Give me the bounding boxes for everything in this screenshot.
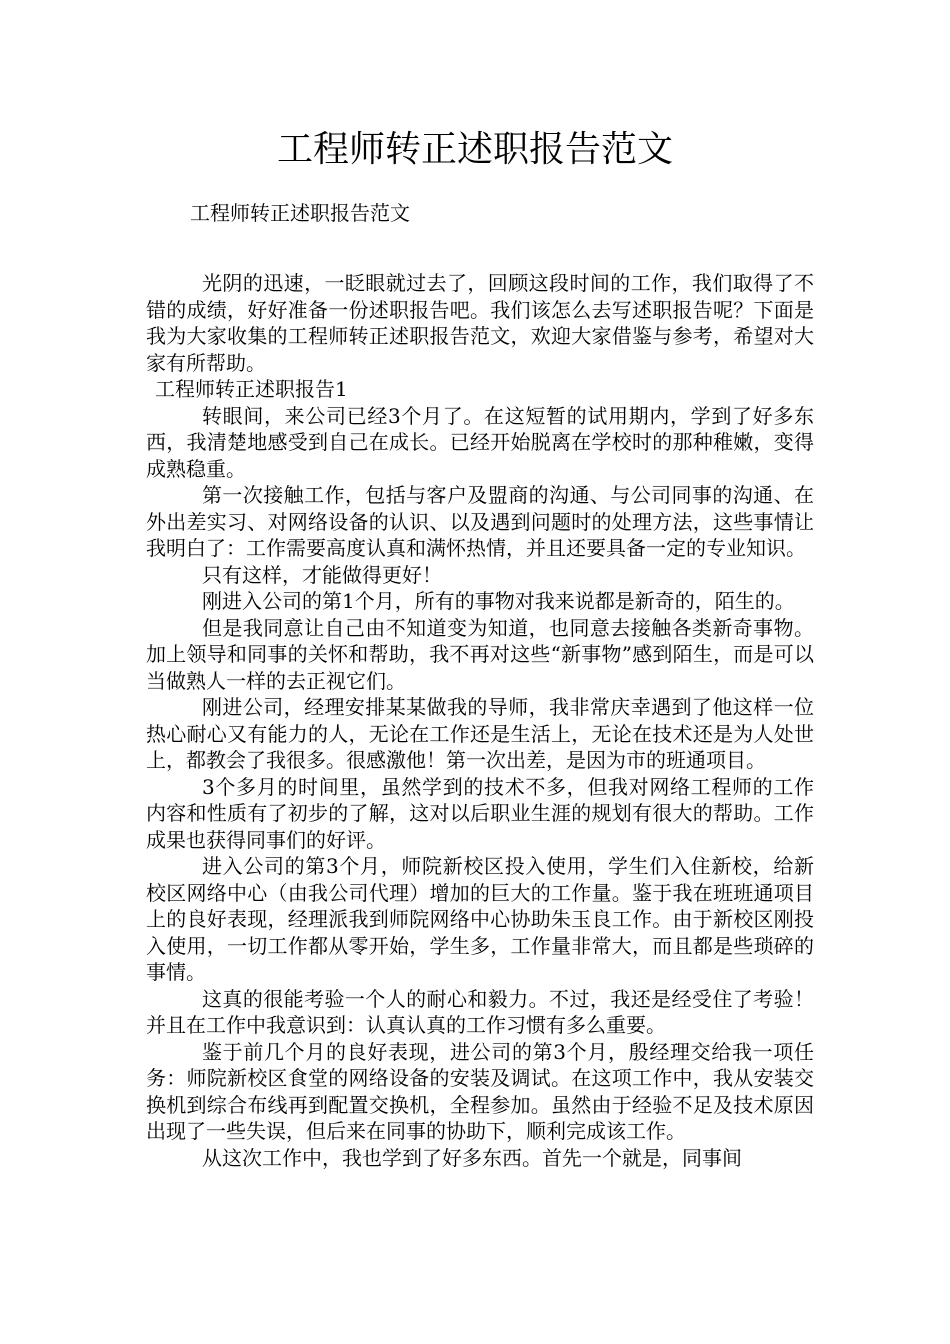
paragraph: 只有这样，才能做得更好！ — [202, 562, 442, 587]
document-body — [146, 270, 814, 1171]
paragraph: 转眼间，来公司已经3个月了。在这短暂的试用期内，学到了好多东西，我清楚地感受到自己在成长。已经开始脱离在学校时的那种稚嫩，变得成熟稳重。 — [146, 403, 814, 481]
paragraph: 鉴于前几个月的良好表现，进公司的第3个月，殷经理交给我一项任务：师院新校区食堂的网络设备的安装及调试。在这项工作中，我从安装交换机到综合布线再到配置交换机，全程参加。虽然由于经验不足及技术原因出现了一些失误，但后来在同事的协助下，顺利完成该工作。 — [146, 1039, 814, 1143]
paragraph: 3个多月的时间里，虽然学到的技术不多，但我对网络工程师的工作内容和性质有了初步的了解，这对以后职业生涯的规划有很大的帮助。工作成果也获得同事们的好评。 — [146, 774, 814, 852]
paragraph: 刚进公司，经理安排某某做我的导师，我非常庆幸遇到了他这样一位热心耐心又有能力的人，无论在工作还是生活上，无论在技术还是为人处世上，都教会了我很多。很感激他！第一次出差，是因为市的班通项目。 — [146, 695, 814, 772]
document-subtitle: 工程师转正述职报告范文 — [190, 201, 410, 225]
paragraph: 进入公司的第3个月，师院新校区投入使用，学生们入住新校，给新校区网络中心（由我公司代理）增加的巨大的工作量。鉴于我在班班通项目上的良好表现，经理派我到师院网络中心协助朱玉良工作。由于新校区刚投入使用，一切工作都从零开始，学生多，工作量非常大，而且都是些琐碎的事情。 — [146, 854, 814, 984]
paragraph: 但是我同意让自己由不知道变为知道，也同意去接触各类新奇事物。加上领导和同事的关怀和帮助，我不再对这些“新事物”感到陌生，而是可以当做熟人一样的去正视它们。 — [146, 615, 814, 693]
section-heading: 工程师转正述职报告1 — [155, 377, 348, 401]
paragraph: 这真的很能考验一个人的耐心和毅力。不过，我还是经受住了考验！并且在工作中我意识到：认真认真的工作习惯有多么重要。 — [146, 986, 814, 1037]
document-title: 工程师转正述职报告范文 — [276, 129, 673, 170]
paragraph-intro: 光阴的迅速，一眨眼就过去了，回顾这段时间的工作，我们取得了不错的成绩，好好准备一份述职报告吧。我们该怎么去写述职报告呢？下面是我为大家收集的工程师转正述职报告范文，欢迎大家借鉴与参考，希望对大家有所帮助。 — [146, 271, 814, 375]
paragraph: 刚进入公司的第1个月，所有的事物对我来说都是新奇的，陌生的。 — [202, 589, 795, 613]
paragraph: 第一次接触工作，包括与客户及盟商的沟通、与公司同事的沟通、在外出差实习、对网络设备的认识、以及遇到问题时的处理方法，这些事情让我明白了：工作需要高度认真和满怀热情，并且还要具备一定的专业知识。 — [146, 483, 814, 560]
paragraph: 从这次工作中，我也学到了好多东西。首先一个就是，同事间 — [202, 1145, 742, 1170]
